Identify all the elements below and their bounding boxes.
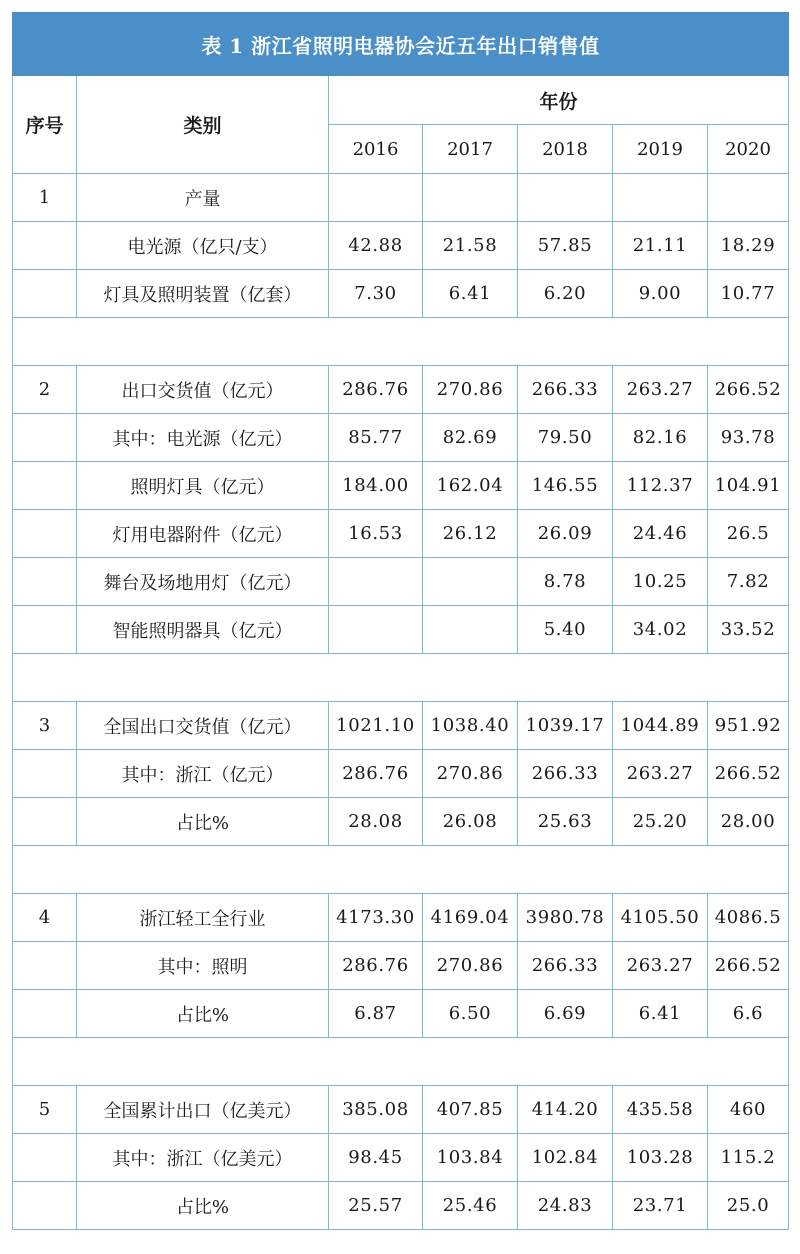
- value-cell: 26.09: [518, 510, 613, 558]
- value-cell: 82.69: [423, 414, 518, 462]
- value-cell: 25.57: [329, 1182, 423, 1230]
- value-cell: 4173.30: [329, 894, 423, 942]
- value-cell: 25.46: [423, 1182, 518, 1230]
- value-cell: 24.83: [518, 1182, 613, 1230]
- table-row: [13, 270, 789, 318]
- value-cell: 6.6: [708, 990, 789, 1038]
- value-cell: 42.88: [329, 222, 423, 270]
- seq-cell: 5: [13, 1086, 77, 1134]
- value-cell: 3980.78: [518, 894, 613, 942]
- value-cell: 26.08: [423, 798, 518, 846]
- seq-cell: 1: [13, 174, 77, 222]
- value-cell: 435.58: [613, 1086, 708, 1134]
- value-cell: 6.41: [423, 270, 518, 318]
- value-cell: 270.86: [423, 942, 518, 990]
- spacer-row: [13, 846, 789, 894]
- table-row: [13, 606, 789, 654]
- value-cell: 460: [708, 1086, 789, 1134]
- value-cell: 266.33: [518, 942, 613, 990]
- category-cell: 舞台及场地用灯（亿元）: [77, 558, 329, 606]
- seq-cell: [13, 1182, 77, 1230]
- value-cell: 93.78: [708, 414, 789, 462]
- seq-cell: 3: [13, 702, 77, 750]
- table-row: [13, 750, 789, 798]
- value-cell: 21.11: [613, 222, 708, 270]
- table-container: [12, 12, 788, 1230]
- seq-cell: [13, 222, 77, 270]
- value-cell: 25.63: [518, 798, 613, 846]
- category-cell: 全国累计出口（亿美元）: [77, 1086, 329, 1134]
- category-cell: 产量: [77, 174, 329, 222]
- value-cell: 79.50: [518, 414, 613, 462]
- spacer-cell: [13, 1038, 789, 1086]
- value-cell: 28.00: [708, 798, 789, 846]
- value-cell: 146.55: [518, 462, 613, 510]
- value-cell: 263.27: [613, 750, 708, 798]
- value-cell: [329, 606, 423, 654]
- value-cell: 26.12: [423, 510, 518, 558]
- category-cell: 智能照明器具（亿元）: [77, 606, 329, 654]
- category-cell: 其中：电光源（亿元）: [77, 414, 329, 462]
- value-cell: [708, 174, 789, 222]
- value-cell: [613, 174, 708, 222]
- value-cell: 112.37: [613, 462, 708, 510]
- category-cell: 浙江轻工全行业: [77, 894, 329, 942]
- category-cell: 电光源（亿只/支）: [77, 222, 329, 270]
- value-cell: 85.77: [329, 414, 423, 462]
- value-cell: 407.85: [423, 1086, 518, 1134]
- value-cell: 102.84: [518, 1134, 613, 1182]
- table-row: [13, 1086, 789, 1134]
- seq-cell: [13, 462, 77, 510]
- value-cell: 4086.5: [708, 894, 789, 942]
- category-cell: 其中：浙江（亿元）: [77, 750, 329, 798]
- header-year-group: 年份: [329, 76, 789, 125]
- value-cell: 266.33: [518, 366, 613, 414]
- spacer-row: [13, 318, 789, 366]
- seq-cell: [13, 558, 77, 606]
- category-cell: 其中：照明: [77, 942, 329, 990]
- value-cell: 270.86: [423, 366, 518, 414]
- seq-cell: [13, 414, 77, 462]
- header-year: 2017: [423, 125, 518, 174]
- value-cell: 270.86: [423, 750, 518, 798]
- category-cell: 灯具及照明装置（亿套）: [77, 270, 329, 318]
- value-cell: 266.52: [708, 750, 789, 798]
- header-year: 2018: [518, 125, 613, 174]
- spacer-cell: [13, 318, 789, 366]
- value-cell: 286.76: [329, 750, 423, 798]
- value-cell: 184.00: [329, 462, 423, 510]
- seq-cell: 2: [13, 366, 77, 414]
- seq-cell: [13, 750, 77, 798]
- table-row: [13, 894, 789, 942]
- value-cell: 286.76: [329, 942, 423, 990]
- header-year: 2020: [708, 125, 789, 174]
- table-row: [13, 558, 789, 606]
- table-row: [13, 702, 789, 750]
- value-cell: 23.71: [613, 1182, 708, 1230]
- value-cell: [423, 558, 518, 606]
- value-cell: 82.16: [613, 414, 708, 462]
- spacer-cell: [13, 846, 789, 894]
- value-cell: 33.52: [708, 606, 789, 654]
- value-cell: 10.77: [708, 270, 789, 318]
- value-cell: [423, 606, 518, 654]
- value-cell: 25.20: [613, 798, 708, 846]
- category-cell: 占比%: [77, 1182, 329, 1230]
- value-cell: 103.84: [423, 1134, 518, 1182]
- value-cell: 34.02: [613, 606, 708, 654]
- header-year: 2019: [613, 125, 708, 174]
- seq-cell: 4: [13, 894, 77, 942]
- table-row: [13, 414, 789, 462]
- seq-cell: [13, 798, 77, 846]
- value-cell: 6.87: [329, 990, 423, 1038]
- table-row: [13, 1182, 789, 1230]
- value-cell: 414.20: [518, 1086, 613, 1134]
- spacer-row: [13, 1038, 789, 1086]
- value-cell: 21.58: [423, 222, 518, 270]
- seq-cell: [13, 942, 77, 990]
- category-cell: 灯用电器附件（亿元）: [77, 510, 329, 558]
- category-cell: 全国出口交货值（亿元）: [77, 702, 329, 750]
- value-cell: [423, 174, 518, 222]
- value-cell: 18.29: [708, 222, 789, 270]
- value-cell: 6.69: [518, 990, 613, 1038]
- table-row: [13, 174, 789, 222]
- value-cell: 162.04: [423, 462, 518, 510]
- value-cell: 286.76: [329, 366, 423, 414]
- value-cell: 263.27: [613, 366, 708, 414]
- value-cell: 7.82: [708, 558, 789, 606]
- spacer-cell: [13, 654, 789, 702]
- table-row: [13, 366, 789, 414]
- value-cell: 385.08: [329, 1086, 423, 1134]
- value-cell: 104.91: [708, 462, 789, 510]
- value-cell: 98.45: [329, 1134, 423, 1182]
- value-cell: 5.40: [518, 606, 613, 654]
- value-cell: 4105.50: [613, 894, 708, 942]
- value-cell: 28.08: [329, 798, 423, 846]
- table-body: [13, 174, 789, 1230]
- value-cell: 1039.17: [518, 702, 613, 750]
- category-cell: 占比%: [77, 990, 329, 1038]
- category-cell: 出口交货值（亿元）: [77, 366, 329, 414]
- value-cell: 103.28: [613, 1134, 708, 1182]
- table-row: [13, 222, 789, 270]
- table-row: [13, 1134, 789, 1182]
- value-cell: 26.5: [708, 510, 789, 558]
- category-cell: 其中：浙江（亿美元）: [77, 1134, 329, 1182]
- value-cell: 6.20: [518, 270, 613, 318]
- category-cell: 照明灯具（亿元）: [77, 462, 329, 510]
- seq-cell: [13, 990, 77, 1038]
- value-cell: 57.85: [518, 222, 613, 270]
- table-title: 表 1 浙江省照明电器协会近五年出口销售值: [13, 13, 789, 76]
- value-cell: 24.46: [613, 510, 708, 558]
- value-cell: 25.0: [708, 1182, 789, 1230]
- table-row: [13, 462, 789, 510]
- value-cell: 266.33: [518, 750, 613, 798]
- header-year: 2016: [329, 125, 423, 174]
- value-cell: 4169.04: [423, 894, 518, 942]
- seq-cell: [13, 270, 77, 318]
- seq-cell: [13, 606, 77, 654]
- value-cell: 6.41: [613, 990, 708, 1038]
- value-cell: [329, 558, 423, 606]
- seq-cell: [13, 1134, 77, 1182]
- value-cell: 1038.40: [423, 702, 518, 750]
- value-cell: 1021.10: [329, 702, 423, 750]
- value-cell: 266.52: [708, 366, 789, 414]
- value-cell: 1044.89: [613, 702, 708, 750]
- table-row: [13, 942, 789, 990]
- category-cell: 占比%: [77, 798, 329, 846]
- header-seq: 序号: [13, 76, 77, 174]
- value-cell: 7.30: [329, 270, 423, 318]
- table-row: [13, 798, 789, 846]
- value-cell: 16.53: [329, 510, 423, 558]
- value-cell: 6.50: [423, 990, 518, 1038]
- export-sales-table: [12, 12, 789, 1230]
- table-row: [13, 990, 789, 1038]
- value-cell: [329, 174, 423, 222]
- value-cell: 10.25: [613, 558, 708, 606]
- value-cell: 266.52: [708, 942, 789, 990]
- table-row: [13, 510, 789, 558]
- value-cell: 9.00: [613, 270, 708, 318]
- value-cell: 951.92: [708, 702, 789, 750]
- value-cell: 115.2: [708, 1134, 789, 1182]
- seq-cell: [13, 510, 77, 558]
- header-category: 类别: [77, 76, 329, 174]
- spacer-row: [13, 654, 789, 702]
- value-cell: [518, 174, 613, 222]
- value-cell: 8.78: [518, 558, 613, 606]
- value-cell: 263.27: [613, 942, 708, 990]
